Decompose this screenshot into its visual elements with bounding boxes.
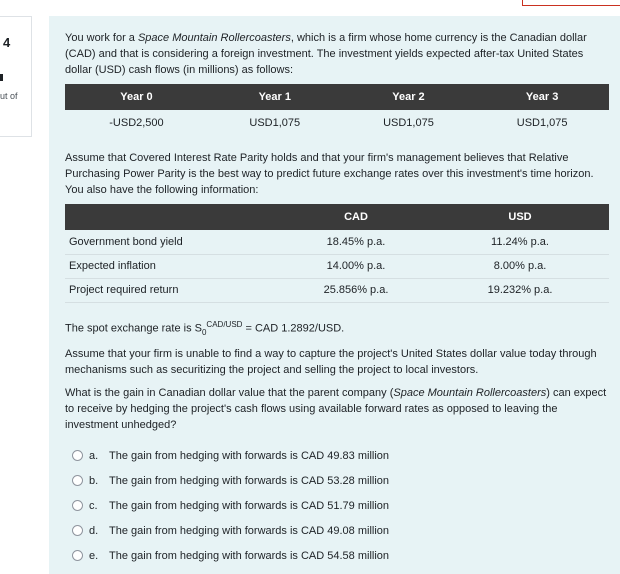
choice-letter: a. bbox=[89, 449, 99, 462]
spot-rate-text: The spot exchange rate is $S_0^{CAD/USD}$ = CAD 1.2892/USD. bbox=[65, 319, 345, 337]
question-ask: What is the gain in Canadian dollar value that the parent company (Space Mountain Rollercoasters) can expect to receive by hedging the project's cash flows using available forward rates as opposed to leaving the investment unhedged? bbox=[65, 387, 607, 432]
rates-usd-value: 19.232% p.a. bbox=[431, 278, 609, 302]
table-row bbox=[65, 230, 609, 254]
choice-text[interactable]: The gain from hedging with forwards is CAD 54.58 million bbox=[109, 549, 390, 562]
choice-letter: e. bbox=[89, 549, 99, 562]
cf-header-year1: Year 1 bbox=[208, 84, 342, 110]
table-row bbox=[65, 278, 609, 302]
choice-d[interactable] bbox=[65, 518, 613, 543]
rates-table bbox=[65, 204, 609, 303]
choice-text[interactable]: The gain from hedging with forwards is CAD 51.79 million bbox=[109, 499, 390, 512]
rates-header-cad: CAD bbox=[281, 204, 431, 230]
choice-letter: d. bbox=[89, 524, 99, 537]
rates-cad-value: 18.45% p.a. bbox=[281, 230, 431, 254]
radio-button[interactable] bbox=[72, 475, 83, 486]
radio-button[interactable] bbox=[72, 550, 83, 561]
cf-header-year3: Year 3 bbox=[475, 84, 609, 110]
assumption-text: Assume that Covered Interest Rate Parity holds and that your firm's management believes that Relative Purchasing Power Parity is the best way to predict future exchange rates over this investment's time horizon. You also have the following information: bbox=[65, 152, 594, 196]
rates-header-usd: USD bbox=[431, 204, 609, 230]
table-row bbox=[65, 110, 609, 136]
radio-button[interactable] bbox=[72, 525, 83, 536]
cf-header-year2: Year 2 bbox=[342, 84, 476, 110]
rates-usd-value: 11.24% p.a. bbox=[431, 230, 609, 254]
company-name: Space Mountain Rollercoasters bbox=[393, 387, 547, 400]
rates-cad-value: 14.00% p.a. bbox=[281, 254, 431, 278]
table-row bbox=[65, 254, 609, 278]
rates-label: Project required return bbox=[65, 278, 281, 302]
question-intro: You work for a Space Mountain Rollercoasters, which is a firm whose home currency is the Canadian dollar (CAD) and that is considering a foreign investment. The investment yields expected after-tax United States dollar (USD) cash flows (in millions) as follows: bbox=[65, 32, 587, 76]
choice-text[interactable]: The gain from hedging with forwards is CAD 53.28 million bbox=[109, 474, 390, 487]
rates-usd-value: 8.00% p.a. bbox=[431, 254, 609, 278]
question-status-mark bbox=[0, 74, 3, 81]
choice-letter: c. bbox=[89, 499, 98, 512]
choice-text[interactable]: The gain from hedging with forwards is CAD 49.83 million bbox=[109, 449, 390, 462]
rates-cad-value: 25.856% p.a. bbox=[281, 278, 431, 302]
choice-text[interactable]: The gain from hedging with forwards is CAD 49.08 million bbox=[109, 524, 390, 537]
cf-value-year3: USD1,075 bbox=[516, 117, 568, 129]
question-number: 4 bbox=[3, 35, 11, 50]
cf-value-year1: USD1,075 bbox=[249, 117, 301, 129]
choice-letter: b. bbox=[89, 474, 99, 487]
choice-e[interactable] bbox=[65, 543, 613, 568]
answer-choices bbox=[65, 443, 613, 568]
question-card bbox=[49, 16, 620, 574]
company-name: Space Mountain Rollercoasters bbox=[137, 32, 291, 44]
rates-label: Expected inflation bbox=[65, 254, 281, 278]
unable-text: Assume that your firm is unable to find a way to capture the project's United States dollar value today through mechanisms such as securitizing the project and selling the project to local investors. bbox=[65, 348, 597, 377]
choice-b[interactable] bbox=[65, 468, 613, 493]
choice-a[interactable] bbox=[65, 443, 613, 468]
radio-button[interactable] bbox=[72, 500, 83, 511]
cf-value-year2: USD1,075 bbox=[383, 117, 434, 129]
cash-flow-table bbox=[65, 84, 609, 136]
rates-label: Government bond yield bbox=[65, 230, 281, 254]
question-content bbox=[65, 30, 613, 568]
choice-c[interactable] bbox=[65, 493, 613, 518]
timer-box bbox=[522, 0, 620, 6]
radio-button[interactable] bbox=[72, 450, 83, 461]
question-mark-out-of: ut of bbox=[0, 91, 18, 101]
question-info-panel bbox=[0, 16, 32, 137]
rates-header-blank bbox=[65, 204, 281, 230]
cf-header-year0: Year 0 bbox=[65, 84, 208, 110]
cf-value-year0: -USD2,500 bbox=[109, 117, 164, 129]
